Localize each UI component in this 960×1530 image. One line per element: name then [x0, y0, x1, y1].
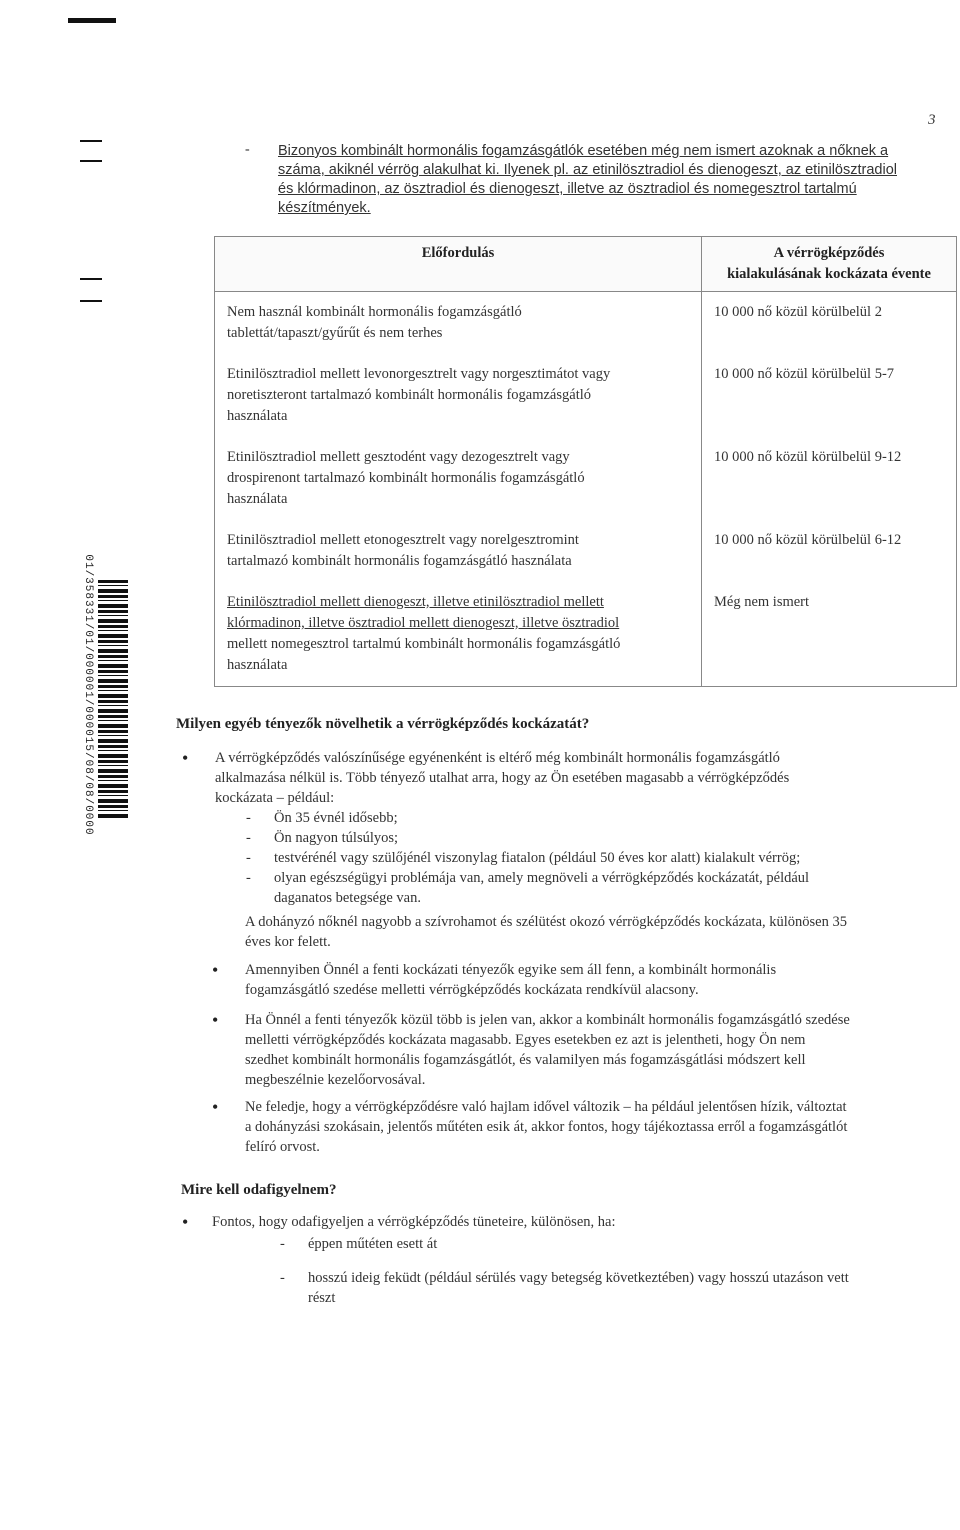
- table-row: [215, 582, 957, 687]
- table-row: [215, 354, 957, 437]
- row-occurrence: [215, 354, 702, 437]
- text-line: A dohányzó nőknél nagyobb a szívrohamot és szélütést okozó vérrögképződés kockázata, különösen 35: [245, 914, 847, 930]
- risk-factors-sublist: [246, 808, 946, 908]
- barcode-bars: [98, 580, 128, 820]
- row-risk: Még nem ismert: [702, 582, 957, 687]
- cell-line: drospirenont tartalmazó kombinált hormonális fogamzásgátló: [227, 470, 585, 486]
- list-item: [246, 888, 946, 908]
- list-item: - éppen műtéten esett át: [280, 1236, 438, 1252]
- cell-line: mellett nomegesztrol tartalmú kombinált hormonális fogamzásgátló: [227, 636, 621, 652]
- risk-factors-paragraph: [215, 748, 935, 808]
- cell-line: klórmadinon, illetve ösztradiol mellett dienogeszt, illetve ösztradiol: [227, 615, 620, 631]
- intro-line: Bizonyos kombinált hormonális fogamzásgátlók esetében még nem ismert azoknak a nőknek a: [278, 143, 889, 159]
- text-line: Ha Önnél a fenti tényezők közül több is jelen van, akkor a kombinált hormonális fogamzásgátló szedése: [245, 1012, 850, 1028]
- cell-line: Nem használ kombinált hormonális fogamzásgátló: [227, 304, 522, 320]
- section-heading-risk-factors: Milyen egyéb tényezők növelhetik a vérrögképződés kockázatát?: [176, 716, 590, 732]
- low-risk-paragraph: [245, 960, 945, 1000]
- document-barcode: [78, 554, 138, 836]
- list-item: - Ön nagyon túlsúlyos;: [246, 830, 399, 846]
- scan-mark-left-2: [80, 160, 102, 162]
- cell-line: noretiszteront tartalmazó kombinált hormonális fogamzásgátló: [227, 387, 592, 403]
- text-line: szedhet kombinált hormonális fogamzásgátlót, és valamilyen más fogamzásgátlási módszert kell: [245, 1052, 806, 1068]
- row-occurrence: [215, 437, 702, 520]
- row-risk: 10 000 nő közül körülbelül 9-12: [702, 437, 957, 520]
- list-item: - olyan egészségügyi problémája van, amely megnöveli a vérrögképződés kockázatát, például: [246, 870, 810, 886]
- text-line: Ne feledje, hogy a vérrögképződésre való hajlam idővel változik – ha például jelentősen hízik, változtat: [245, 1099, 847, 1115]
- text-line: éves kor felett.: [245, 934, 331, 950]
- bullet-icon: •: [182, 748, 189, 768]
- list-item: - testvérénél vagy szülőjénél viszonylag fiatalon (például 50 éves kor alatt) kialakult vérrög;: [246, 850, 801, 866]
- list-item-text: éppen műtéten esett át: [308, 1236, 438, 1252]
- cell-line: Etinilösztradiol mellett levonorgesztrelt vagy norgesztimátot vagy: [227, 366, 611, 382]
- header-risk-line: kialakulásának kockázata évente: [727, 266, 931, 282]
- cell-line: Etinilösztradiol mellett dienogeszt, illetve etinilösztradiol mellett: [227, 594, 604, 610]
- row-occurrence: [215, 582, 702, 687]
- scan-mark-left-3: [80, 278, 102, 280]
- row-occurrence: [215, 520, 702, 582]
- scan-mark-top: [68, 18, 116, 23]
- list-item-text: Ön nagyon túlsúlyos;: [274, 830, 399, 846]
- barcode-text: 01/358331/01/000001/000015/08/08/0000: [82, 554, 94, 836]
- row-risk: 10 000 nő közül körülbelül 5-7: [702, 354, 957, 437]
- changing-risk-paragraph: [245, 1097, 950, 1157]
- section-heading-attention: Mire kell odafigyelnem?: [181, 1182, 337, 1198]
- scan-mark-left-1: [80, 140, 102, 142]
- cell-line: használata: [227, 491, 288, 507]
- text-line: melletti vérrögképződés kockázata magasabb. Egyes esetekben ez azt is jelentheti, hogy Ön nem: [245, 1032, 806, 1048]
- table-row: [215, 437, 957, 520]
- text-line: felíró orvost.: [245, 1139, 320, 1155]
- intro-dash: -: [245, 142, 250, 157]
- cell-line: tartalmazó kombinált hormonális fogamzásgátló használata: [227, 553, 572, 569]
- list-item: [280, 1288, 940, 1308]
- text-line: alkalmazása nélkül is. Több tényező utalhat arra, hogy az Ön esetében magasabb a vérrögképződés: [215, 770, 790, 786]
- higher-risk-paragraph: [245, 1010, 945, 1090]
- list-item-text: hosszú ideig feküdt (például sérülés vagy betegség következtében) vagy hosszú utazáson vett: [308, 1270, 849, 1286]
- header-occurrence: Előfordulás: [215, 237, 702, 292]
- cell-line: használata: [227, 657, 288, 673]
- cell-line: tablettát/tapaszt/gyűrűt és nem terhes: [227, 325, 443, 341]
- intro-line: készítmények.: [278, 200, 371, 216]
- list-item-text: Ön 35 évnél idősebb;: [274, 810, 398, 826]
- row-risk: 10 000 nő közül körülbelül 6-12: [702, 520, 957, 582]
- cell-line: Etinilösztradiol mellett gesztodént vagy dezogesztrelt vagy: [227, 449, 570, 465]
- row-risk: 10 000 nő közül körülbelül 2: [702, 292, 957, 355]
- header-risk: [702, 237, 957, 292]
- bullet-icon: •: [182, 1212, 189, 1232]
- list-item: - Ön 35 évnél idősebb;: [246, 810, 398, 826]
- table-row: [215, 520, 957, 582]
- list-item-text: testvérénél vagy szülőjénél viszonylag fiatalon (például 50 éves kor alatt) kialakult vérrög;: [274, 850, 801, 866]
- row-occurrence: [215, 292, 702, 355]
- intro-paragraph: [278, 142, 918, 218]
- text-line: a dohányzási szokásain, jelentős műtéten esik át, akkor fontos, hogy tájékoztassa erről a fogamzásgátlót: [245, 1119, 848, 1135]
- page-number: 3: [928, 112, 936, 128]
- attention-paragraph: Fontos, hogy odafigyeljen a vérrögképződés tüneteire, különösen, ha:: [212, 1214, 616, 1230]
- list-item-text: daganatos betegsége van.: [274, 890, 421, 906]
- list-item-text: olyan egészségügyi problémája van, amely megnöveli a vérrögképződés kockázatát, például: [274, 870, 810, 886]
- smoker-paragraph: [245, 912, 945, 952]
- list-item-text: részt: [308, 1290, 336, 1306]
- intro-line: száma, akiknél vérrög alakulhat ki. Ilyenek pl. az etinilösztradiol és dienogeszt, az etinilösztradiol: [278, 162, 897, 178]
- bullet-icon: •: [212, 1097, 219, 1117]
- attention-sublist: [280, 1234, 940, 1308]
- text-line: megbeszélnie kezelőorvosával.: [245, 1072, 426, 1088]
- risk-table: [214, 236, 957, 687]
- scan-mark-left-4: [80, 300, 102, 302]
- text-line: fogamzásgátló szedése melletti vérrögképződés kockázata rendkívül alacsony.: [245, 982, 699, 998]
- bullet-icon: •: [212, 960, 219, 980]
- list-item: - hosszú ideig feküdt (például sérülés vagy betegség következtében) vagy hosszú utazáson vett: [280, 1270, 849, 1286]
- table-row: [215, 292, 957, 355]
- intro-line: és klórmadinon, az ösztradiol és dienogeszt, illetve az ösztradiol és nomegesztrol tartalmú: [278, 181, 857, 197]
- text-line: A vérrögképződés valószínűsége egyénenként is eltérő még kombinált hormonális fogamzásgátló: [215, 750, 780, 766]
- text-line: Amennyiben Önnél a fenti kockázati tényezők egyike sem áll fenn, a kombinált hormonális: [245, 962, 777, 978]
- text-line: kockázata – például:: [215, 790, 335, 806]
- header-risk-line: A vérrögképződés: [773, 245, 885, 261]
- table-header-row: [215, 237, 957, 292]
- cell-line: Etinilösztradiol mellett etonogesztrelt vagy norelgesztromint: [227, 532, 579, 548]
- bullet-icon: •: [212, 1010, 219, 1030]
- cell-line: használata: [227, 408, 288, 424]
